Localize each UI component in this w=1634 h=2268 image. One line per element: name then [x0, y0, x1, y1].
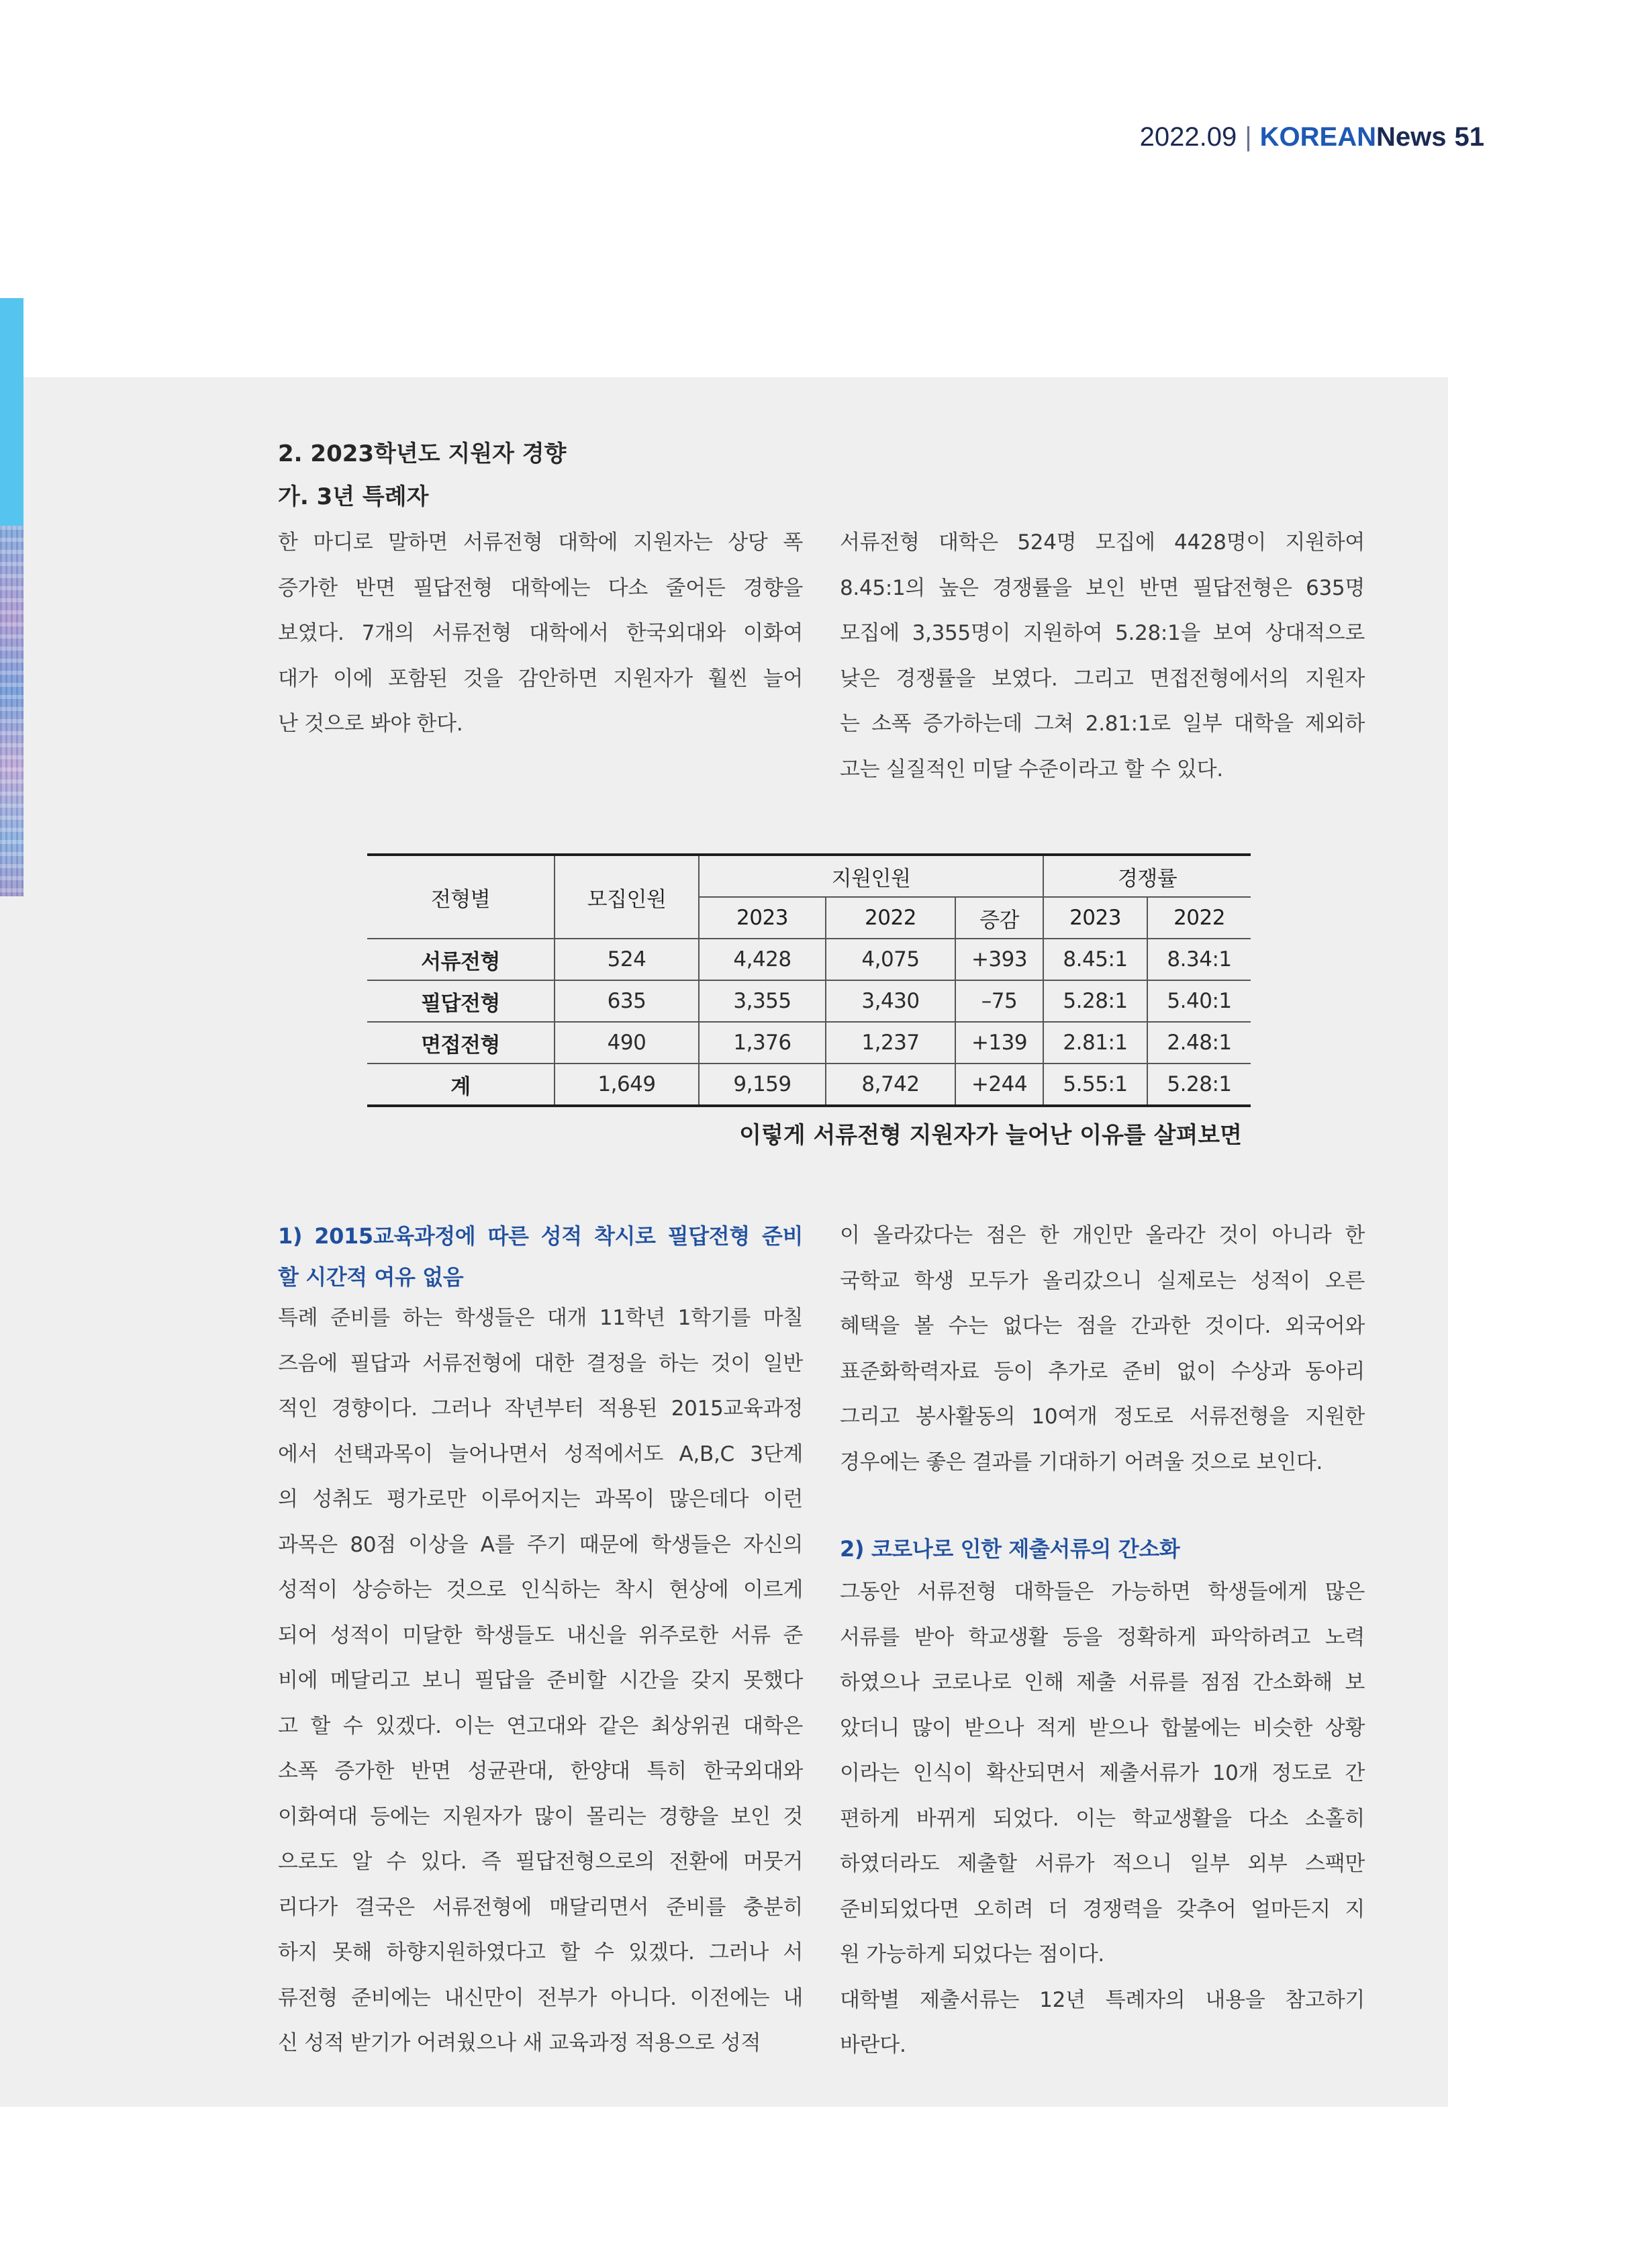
body-text-line: 그리고 봉사활동의 10여개 정도로 서류전형을 지원한 — [840, 1405, 1365, 1429]
table-row — [367, 1064, 1251, 1106]
body-text-line: 보였다. 7개의 서류전형 대학에서 한국외대와 이화여 — [278, 621, 803, 645]
section-heading-line: 1) 2015교육과정에 따른 성적 착시로 필답전형 준비 — [278, 1223, 803, 1249]
table-cell: 8.34:1 — [1147, 939, 1251, 980]
table-cell: 2.48:1 — [1147, 1022, 1251, 1064]
issue-date: 2022.09 — [1139, 122, 1237, 152]
table-cell: 3,430 — [826, 980, 955, 1022]
header-applicants: 지원인원 — [699, 855, 1043, 897]
table-cell: 5.28:1 — [1043, 980, 1147, 1022]
body-text-line: 8.45:1의 높은 경쟁률을 보인 반면 필답전형은 635명 — [840, 575, 1365, 600]
body-text-line: 이화여대 등에는 지원자가 많이 몰리는 경향을 보인 것 — [278, 1804, 803, 1829]
table-body — [367, 939, 1251, 1106]
table-cell: 2.81:1 — [1043, 1022, 1147, 1064]
table-cell: 9,159 — [699, 1064, 826, 1106]
header-ratio: 경쟁률 — [1043, 855, 1251, 897]
body-text-line: 이라는 인식이 확산되면서 제출서류가 10개 정도로 간 — [840, 1761, 1365, 1785]
brand-news: News — [1376, 122, 1447, 152]
subsection-title: 가. 3년 특례자 — [278, 483, 429, 510]
page-number: 51 — [1454, 122, 1484, 152]
header-applicants-change: 증감 — [955, 897, 1043, 939]
side-photo-strip — [0, 526, 23, 896]
intro-right-column — [840, 520, 1365, 792]
intro-left-column — [278, 520, 803, 747]
reason2-heading — [840, 1529, 1365, 1570]
table-cell: +244 — [955, 1064, 1043, 1106]
header-applicants-2022: 2022 — [826, 897, 955, 939]
table-cell: 4,428 — [699, 939, 826, 980]
table-cell: 635 — [555, 980, 699, 1022]
row-label-cell: 서류전형 — [367, 939, 555, 980]
header-ratio-2023: 2023 — [1043, 897, 1147, 939]
body-text-line: 혜택을 볼 수는 없다는 점을 간과한 것이다. 외국어와 — [840, 1314, 1365, 1338]
body-text-line: 편하게 바뀌게 되었다. 이는 학교생활을 다소 소홀히 — [840, 1806, 1365, 1831]
body-text-line: 서류전형 대학은 524명 모집에 4428명이 지원하여 — [840, 530, 1365, 555]
body-text-line: 모집에 3,355명이 지원하여 5.28:1을 보여 상대적으로 — [840, 621, 1365, 645]
body-text-line: 그동안 서류전형 대학들은 가능하면 학생들에게 많은 — [840, 1580, 1365, 1604]
table-cell: 4,075 — [826, 939, 955, 980]
body-text-line: 되어 성적이 미달한 학생들도 내신을 위주로한 서류 준 — [278, 1623, 803, 1648]
body-text-line: 하지 못해 하향지원하였다고 할 수 있겠다. 그러나 서 — [278, 1940, 803, 1965]
body-text-line: 대학별 제출서류는 12년 특례자의 내용을 참고하기 — [840, 1987, 1365, 2012]
body-text-line: 고 할 수 있겠다. 이는 연고대와 같은 최상위권 대학은 — [278, 1713, 803, 1738]
table-cell: 8.45:1 — [1043, 939, 1147, 980]
body-text-line: 적인 경향이다. 그러나 작년부터 적용된 2015교육과정 — [278, 1397, 803, 1421]
body-text-line: 으로도 알 수 있다. 즉 필답전형으로의 전환에 머뭇거 — [278, 1850, 803, 1874]
table-cell: 1,237 — [826, 1022, 955, 1064]
section-heading-line: 2) 코로나로 인한 제출서류의 간소화 — [840, 1536, 1180, 1562]
body-text-line: 국학교 학생 모두가 올리갔으니 실제로는 성적이 오른 — [840, 1268, 1365, 1293]
body-text-line: 는 소폭 증가하는데 그쳐 2.81:1로 일부 대학을 제외하 — [840, 712, 1365, 736]
body-text-line: 표준화학력자료 등이 추가로 준비 없이 수상과 동아리 — [840, 1359, 1365, 1384]
body-text-line: 원 가능하게 되었다는 점이다. — [840, 1942, 1104, 1967]
table-cell: 5.55:1 — [1043, 1064, 1147, 1106]
body-text-line: 서류를 받아 학교생활 등을 정확하게 파악하려고 노력 — [840, 1625, 1365, 1650]
body-text-line: 난 것으로 봐야 한다. — [278, 712, 463, 736]
table-cell: 5.28:1 — [1147, 1064, 1251, 1106]
reason1-body — [278, 1296, 803, 2067]
body-text-line: 경우에는 좋은 결과를 기대하기 어려울 것으로 보인다. — [840, 1450, 1323, 1474]
header-quota: 모집인원 — [555, 855, 699, 939]
brand-korean: KOREAN — [1259, 122, 1376, 152]
side-accent-bar — [0, 298, 23, 526]
row-label-cell: 필답전형 — [367, 980, 555, 1022]
table-row — [367, 939, 1251, 980]
body-text-line: 낮은 경쟁률을 보였다. 그리고 면접전형에서의 지원자 — [840, 666, 1365, 691]
body-text-line: 신 성적 받기가 어려웠으나 새 교육과정 적용으로 성적 — [278, 2031, 761, 2055]
header-type: 전형별 — [367, 855, 555, 939]
body-text-line: 았더니 많이 받으나 적게 받으나 합불에는 비슷한 상황 — [840, 1715, 1365, 1740]
body-text-line: 고는 실질적인 미달 수준이라고 할 수 있다. — [840, 757, 1223, 782]
header-applicants-2023: 2023 — [699, 897, 826, 939]
body-text-line: 즈음에 필답과 서류전형에 대한 결정을 하는 것이 일반 — [278, 1351, 803, 1376]
row-label-cell: 면접전형 — [367, 1022, 555, 1064]
table-cell: +393 — [955, 939, 1043, 980]
table-cell: 3,355 — [699, 980, 826, 1022]
body-text-line: 이 올라갔다는 점은 한 개인만 올라간 것이 아니라 한 — [840, 1223, 1365, 1247]
table-row — [367, 980, 1251, 1022]
body-text-line: 의 성취도 평가로만 이루어지는 과목이 많은데다 이런 — [278, 1487, 803, 1511]
table-row — [367, 1022, 1251, 1064]
table-cell: +139 — [955, 1022, 1043, 1064]
reason1-heading — [278, 1216, 803, 1297]
body-text-line: 하였으나 코로나로 인해 제출 서류를 점점 간소화해 보 — [840, 1670, 1365, 1695]
body-text-line: 하였더라도 제출할 서류가 적으니 일부 외부 스팩만 — [840, 1852, 1365, 1876]
body-text-line: 준비되었다면 오히려 더 경쟁력을 갖추어 얼마든지 지 — [840, 1897, 1365, 1922]
body-text-line: 바란다. — [840, 2033, 906, 2057]
body-text-line: 성적이 상승하는 것으로 인식하는 착시 현상에 이르게 — [278, 1578, 803, 1602]
body-text-line: 과목은 80점 이상을 A를 주기 때문에 학생들은 자신의 — [278, 1532, 803, 1557]
table-cell: 490 — [555, 1022, 699, 1064]
table-cell: 524 — [555, 939, 699, 980]
body-text-line: 한 마디로 말하면 서류전형 대학에 지원자는 상당 폭 — [278, 530, 803, 555]
section-title: 2. 2023학년도 지원자 경향 — [278, 440, 567, 467]
table-header-row — [367, 855, 1251, 897]
header-separator: | — [1245, 122, 1252, 152]
reason2-body — [840, 1570, 1365, 2069]
body-text-line: 특례 준비를 하는 학생들은 대개 11학년 1학기를 마칠 — [278, 1306, 803, 1330]
row-label-cell: 계 — [367, 1064, 555, 1106]
table-cell: 1,649 — [555, 1064, 699, 1106]
running-head — [1140, 120, 1484, 154]
body-text-line: 소폭 증가한 반면 성균관대, 한양대 특히 한국외대와 — [278, 1759, 803, 1783]
body-text-line: 리다가 결국은 서류전형에 매달리면서 준비를 충분히 — [278, 1895, 803, 1920]
reason1-body-continued — [840, 1213, 1365, 1485]
body-text-line: 비에 메달리고 보니 필답을 준비할 시간을 갖지 못했다 — [278, 1668, 803, 1693]
table-caption: 이렇게 서류전형 지원자가 늘어난 이유를 살펴보면 — [739, 1122, 1242, 1149]
table-cell: 5.40:1 — [1147, 980, 1251, 1022]
section-heading-line: 할 시간적 여유 없음 — [278, 1264, 464, 1290]
header-ratio-2022: 2022 — [1147, 897, 1251, 939]
body-text-line: 대가 이에 포함된 것을 감안하면 지원자가 훨씬 늘어 — [278, 666, 803, 691]
applicant-stats-table — [367, 853, 1251, 1107]
body-text-line: 증가한 반면 필답전형 대학에는 다소 줄어든 경향을 — [278, 575, 803, 600]
table-cell: –75 — [955, 980, 1043, 1022]
table-cell: 8,742 — [826, 1064, 955, 1106]
table-cell: 1,376 — [699, 1022, 826, 1064]
body-text-line: 류전형 준비에는 내신만이 전부가 아니다. 이전에는 내 — [278, 1985, 803, 2010]
body-text-line: 에서 선택과목이 늘어나면서 성적에서도 A,B,C 3단계 — [278, 1442, 803, 1466]
